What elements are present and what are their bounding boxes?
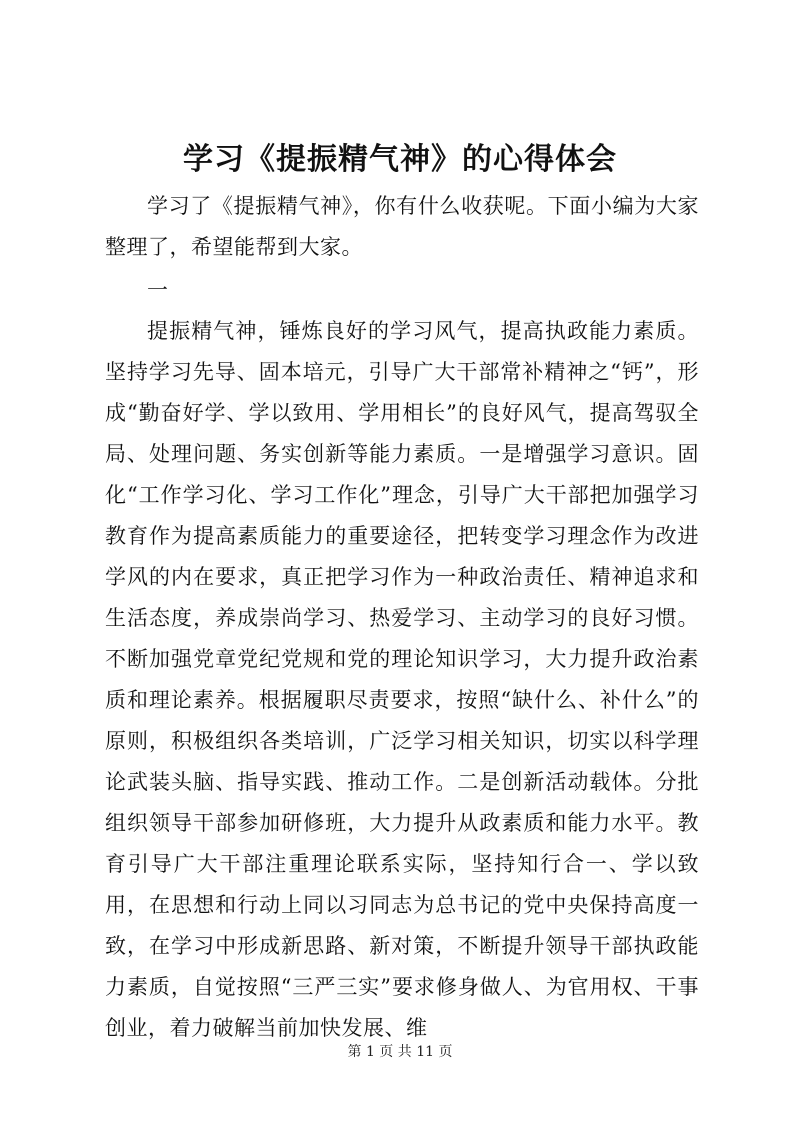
page-title: 学习《提振精气神》的心得体会 xyxy=(183,142,617,177)
body-paragraph: 提振精气神，锤炼良好的学习风气，提高执政能力素质。坚持学习先导、固本培元，引导广大干部常补精神之“钙”，形成“勤奋好学、学以致用、学用相长”的良好风气，提高驾驭全局、处理问题、务实创新等能力素质。一是增强学习意识。固化“工作学习化、学习工作化”理念，引导广大干部把加强学习教育作为提高素质能力的重要途径，把转变学习理念作为改进学风的内在要求，真正把学习作为一种政治责任、精神追求和生活态度，养成崇尚学习、热爱学习、主动学习的良好习惯。不断加强党章党纪党规和党的理论知识学习，大力提升政治素质和理论素养。根据履职尽责要求，按照“缺什么、补什么”的原则，积极组织各类培训，广泛学习相关知识，切实以科学理论武装头脑、指导实践、推动工作。二是创新活动载体。分批组织领导干部参加研修班，大力提升从政素质和能力水平。教育引导广大干部注重理论联系实际，坚持知行合一、学以致用，在思想和行动上同以习同志为总书记的党中央保持高度一致，在学习中形成新思路、新对策，不断提升领导干部执政能力素质，自觉按照“三严三实”要求修身做人、为官用权、干事创业，着力破解当前加快发展、维 xyxy=(105,319,699,1040)
section-heading: 一 xyxy=(147,278,169,302)
document-body xyxy=(105,186,699,1049)
page-footer: 第 1 页 共 11 页 xyxy=(347,1044,453,1060)
intro-paragraph: 学习了《提振精气神》，你有什么收获呢。下面小编为大家整理了，希望能帮到大家。 xyxy=(105,194,699,259)
